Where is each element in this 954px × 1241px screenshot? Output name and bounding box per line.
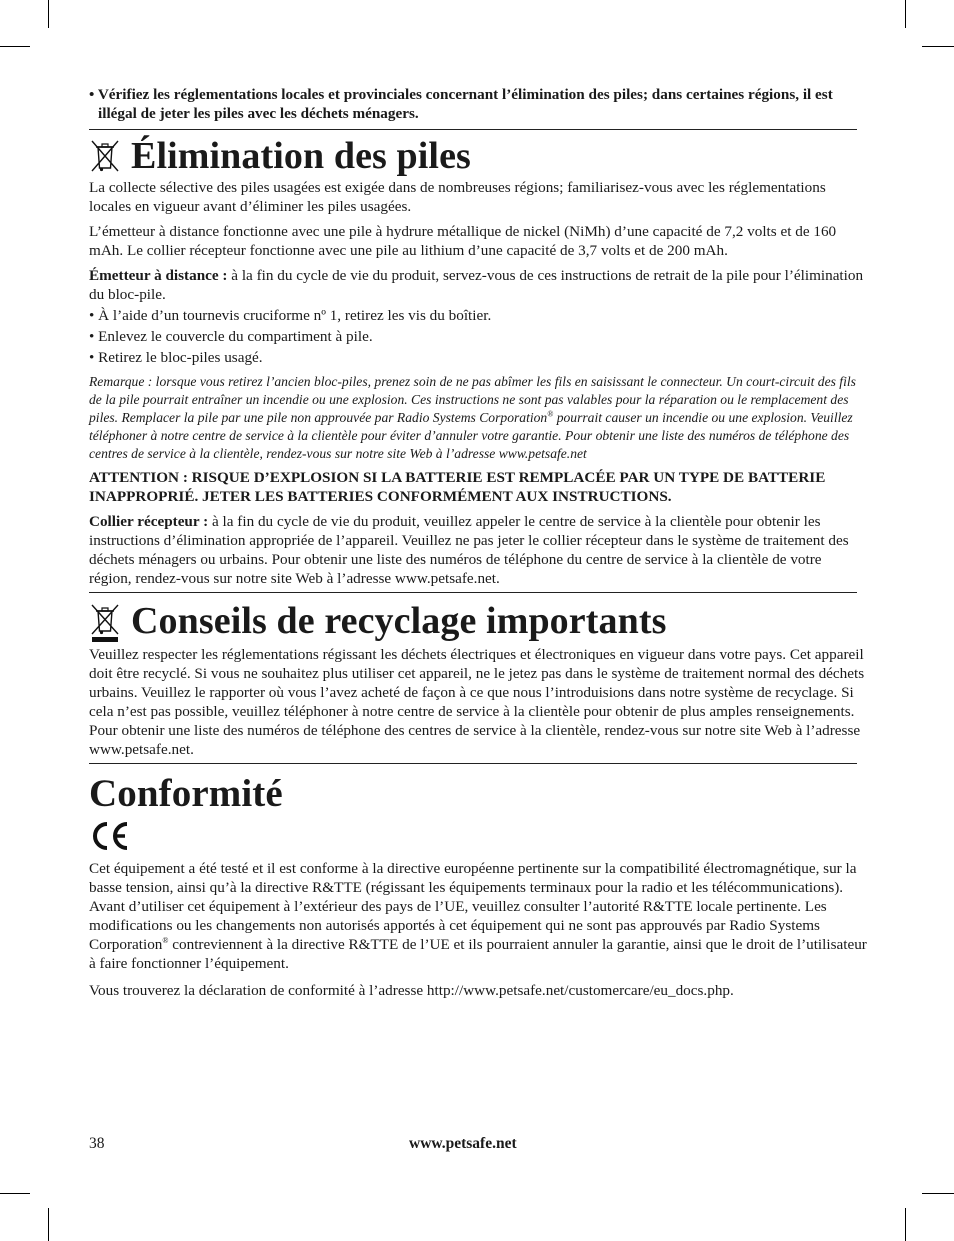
declaration-paragraph: Vous trouverez la déclaration de conformité à l’adresse http://www.petsafe.net/customercare/eu_docs.php. [89, 982, 734, 1000]
crop-mark [48, 0, 49, 28]
section-divider [89, 592, 857, 593]
list-item: • À l’aide d’un tournevis cruciforme nº 1, retirez les vis du boîtier. [89, 307, 492, 324]
registered-mark: ® [547, 409, 554, 419]
conformity-paragraph [89, 859, 867, 973]
section-title: Conseils de recyclage importants [131, 600, 667, 643]
battery-specs-paragraph: L’émetteur à distance fonctionne avec une pile à hydrure métallique de nickel (NiMh) d’une capacité de 7,2 volts et de 160 mAh. Le collier récepteur fonctionne avec une pile au lithium d’une capacité de 3,7 volts et de 200 mAh. [89, 223, 837, 259]
list-item: • Retirez le bloc-piles usagé. [89, 349, 263, 366]
footer-url: www.petsafe.net [409, 1135, 517, 1152]
recycling-heading [89, 599, 867, 643]
registered-mark: ® [162, 936, 169, 946]
crop-mark [922, 46, 954, 47]
collar-label: Collier récepteur : [89, 513, 209, 531]
conformity-text: Cet équipement a été testé et il est conforme à la directive européenne pertinente sur la compatibilité électromagnétique, sur la basse tension, ainsi qu’à la directive R&TTE (régissant les équipements terminaux pour la radio et les télécommunications). Avant d’utiliser cet équipement à l’extérieur des pays de l’UE, veuillez consulter l’autorité R&TTE locale pertinente. Les modifications ou les changements non autorisés apportés à cet équipement qui ne sont pas approuvés par Radio Systems Corporation [89, 860, 857, 954]
section-divider [89, 763, 857, 764]
conformity-heading [89, 772, 867, 816]
section-title: Élimination des piles [131, 135, 471, 177]
crop-mark [905, 0, 906, 28]
crop-mark [905, 1208, 906, 1241]
note-text: pourrait causer un incendie ou une explosion. Veuillez téléphoner à notre centre de service à la clientèle pour éviter d’annuler votre garantie. Pour obtenir une liste des numéros de téléphone des centres de service à la clientèle, rendez-vous sur notre site Web à l’adresse www.petsafe.net [89, 410, 853, 462]
section-title: Conformité [89, 772, 283, 816]
note-text: Remarque : lorsque vous retirez l’ancien bloc-piles, prenez soin de ne pas abîmer les fils en saisissant le connecteur. Un court-circuit des fils de la pile pourrait entraîner un incendie ou une explosion. Ces instructions ne sont pas valables pour la réparation ou le remplacement des piles. Remplacer la pile par une pile non approuvée par Radio Systems Corporation [89, 374, 856, 426]
emitter-label: Émetteur à distance : [89, 267, 228, 284]
crop-mark [0, 1193, 30, 1194]
crossed-bin-bar-icon [89, 603, 121, 639]
section-divider [89, 129, 857, 130]
explosion-warning: ATTENTION : RISQUE D’EXPLOSION SI LA BATTERIE EST REMPLACÉE PAR UN TYPE DE BATTERIE INAPPROPRIÉ. JETER LES BATTERIES CONFORMÉMENT AUX INSTRUCTIONS. [89, 469, 826, 505]
crossed-bin-icon [89, 138, 121, 174]
emitter-paragraph [89, 266, 867, 304]
emitter-text: à la fin du cycle de vie du produit, servez-vous de ces instructions de retrait de la pile pour l’élimination du bloc-pile. [89, 267, 864, 303]
page-content [89, 86, 867, 1000]
removal-note [89, 373, 867, 463]
page-number: 38 [89, 1135, 105, 1152]
collar-paragraph [89, 512, 867, 588]
crop-mark [48, 1208, 49, 1241]
crop-mark [922, 1193, 954, 1194]
ce-mark-icon [89, 820, 867, 857]
list-item: • Enlevez le couvercle du compartiment à pile. [89, 328, 373, 345]
disposal-regulations-bullet: • Vérifiez les réglementations locales et provinciales concernant l’élimination des piles; dans certaines régions, il est illégal de jeter les piles avec les déchets ménagers. [89, 86, 833, 122]
collar-text: à la fin du cycle de vie du produit, veuillez appeler le centre de service à la clientèle pour obtenir les instructions d’élimination appropriée de l’appareil. Veuillez ne pas jeter le collier récepteur dans le système de traitement des déchets ménagers ou urbains. Pour obtenir une liste des numéros de téléphone du centre de service à la clientèle de votre région, rendez-vous sur notre site Web à l’adresse www.petsafe.net. [89, 513, 849, 588]
conformity-text: contreviennent à la directive R&TTE de l’UE et ils pourraient annuler la garantie, ainsi que le droit de l’utilisateur à faire fonctionner l’équipement. [89, 936, 867, 973]
collection-paragraph: La collecte sélective des piles usagées est exigée dans de nombreuses régions; familiarisez-vous avec les réglementations locales en vigueur avant d’éliminer les piles usagées. [89, 179, 826, 215]
crop-mark [0, 46, 30, 47]
recycling-paragraph: Veuillez respecter les réglementations régissant les déchets électriques et électroniques en vigueur dans votre pays. Cet appareil doit être recyclé. Si vous ne souhaitez plus utiliser cet appareil, ne le jetez pas dans le système de traitement normal des déchets urbains. Veuillez le rapporter où vous l’avez acheté de façon à ce que nous l’introduisions dans notre système de recyclage. Si cela n’est pas possible, veuillez téléphoner à notre centre de service à la clientèle pour obtenir de plus amples renseignements. Pour obtenir une liste des numéros de téléphone des centres de service à la clientèle, rendez-vous sur notre site Web à l’adresse www.petsafe.net. [89, 646, 865, 759]
battery-disposal-heading [89, 134, 867, 178]
